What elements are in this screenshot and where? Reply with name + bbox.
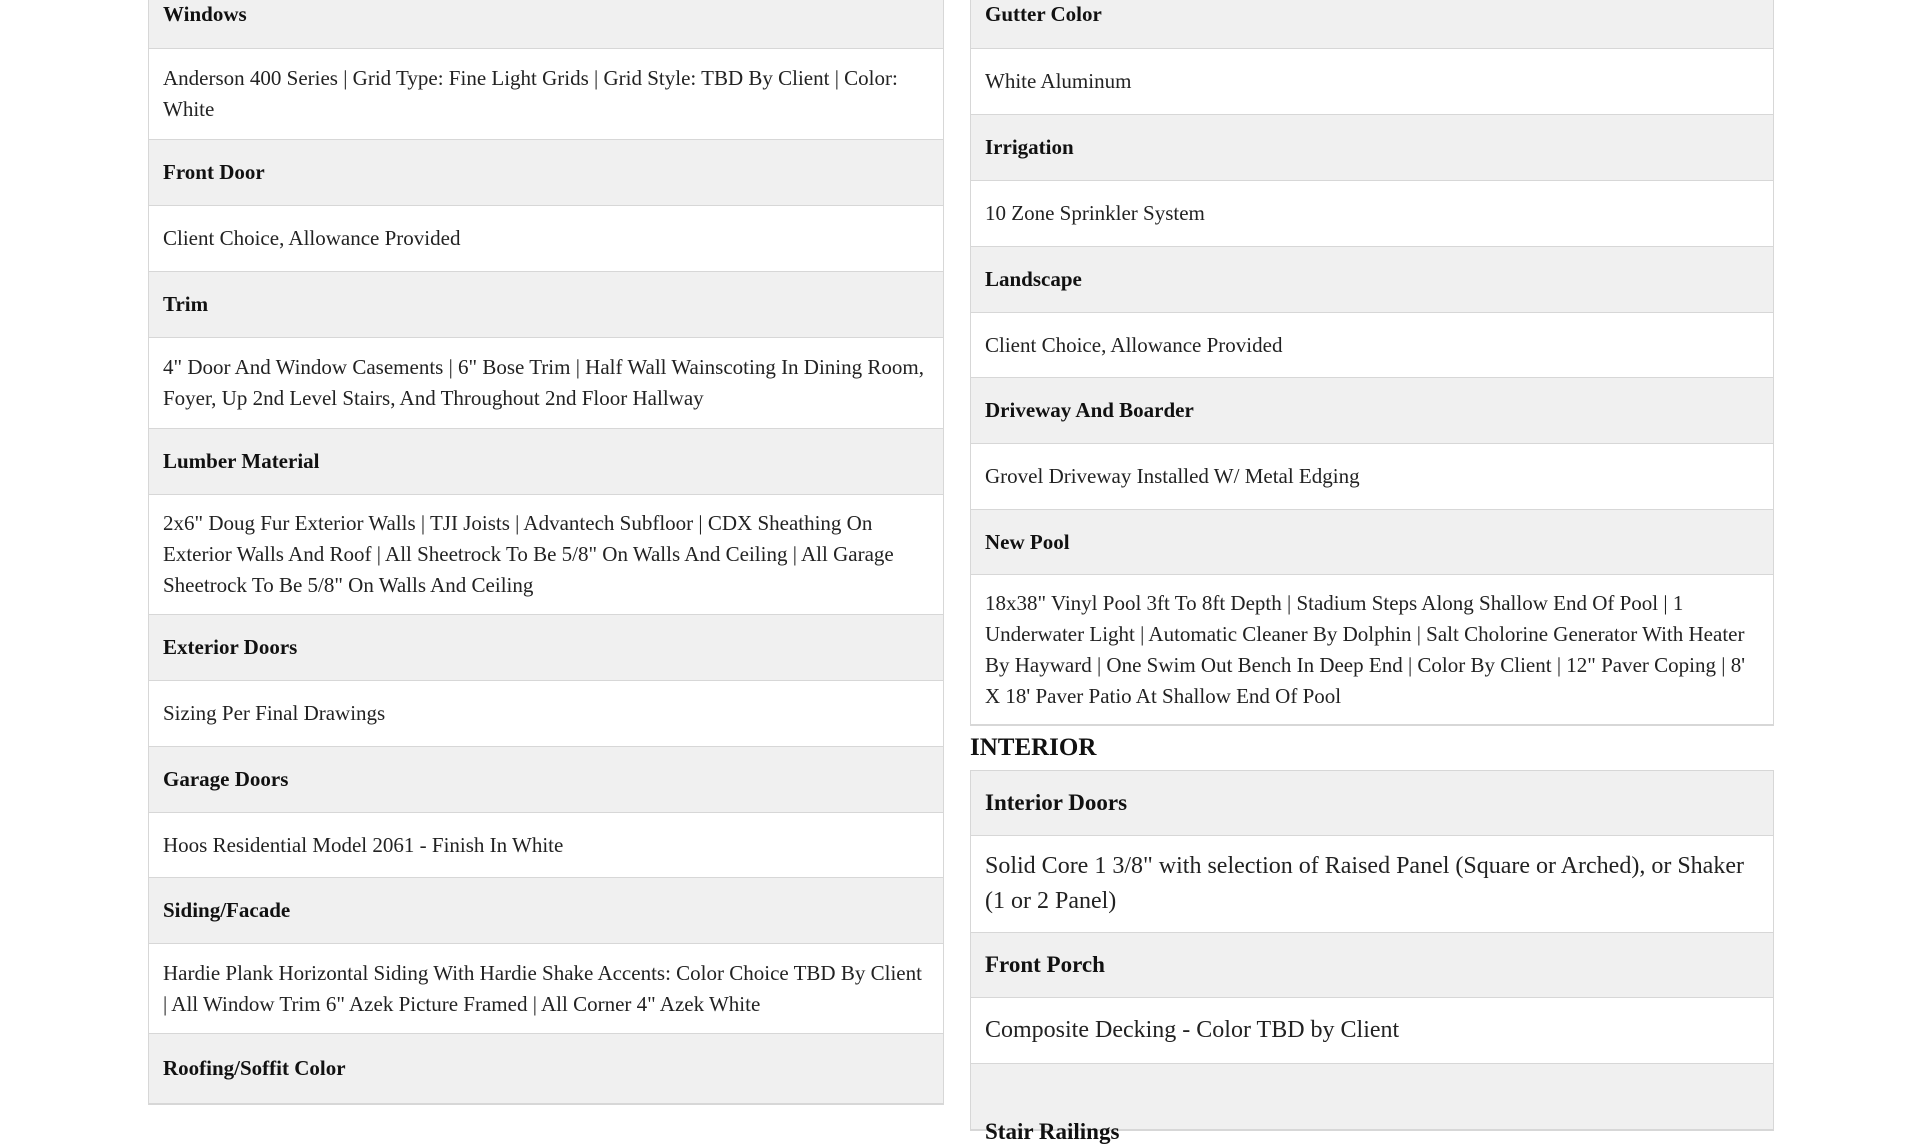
spec-value-garage-doors: Hoos Residential Model 2061 - Finish In White [149,813,943,878]
spec-label-exterior-doors: Exterior Doors [149,615,943,681]
exterior-spec-column-right [970,0,1774,1144]
spec-value-siding-facade: Hardie Plank Horizontal Siding With Hardie Shake Accents: Color Choice TBD By Client | All Window Trim 6" Azek Picture Framed | All Corner 4" Azek White [149,944,943,1034]
spec-value-windows: Anderson 400 Series | Grid Type: Fine Light Grids | Grid Style: TBD By Client | Color: White [149,49,943,140]
spec-value-exterior-doors: Sizing Per Final Drawings [149,681,943,747]
spec-label-windows: Windows [149,0,943,49]
spec-label-irrigation: Irrigation [971,115,1773,181]
spec-label-front-door: Front Door [149,140,943,206]
spec-label-trim: Trim [149,272,943,338]
spec-label-lumber-material: Lumber Material [149,429,943,495]
spec-value-lumber-material: 2x6" Doug Fur Exterior Walls | TJI Joists | Advantech Subfloor | CDX Sheathing On Exterior Walls And Roof | All Sheetrock To Be 5/8" On Walls And Ceiling | All Garage Sheetrock To Be 5/8" On Walls And Ceiling [149,495,943,615]
spec-value-irrigation: 10 Zone Sprinkler System [971,181,1773,247]
spec-value-driveway-and-boarder: Grovel Driveway Installed W/ Metal Edging [971,444,1773,510]
spec-table-right [970,0,1774,726]
spec-table-interior [970,770,1774,1144]
spec-label-stair-railings: Stair Railings [971,1064,1773,1130]
spec-label-roofing-soffit-color: Roofing/Soffit Color [149,1034,943,1104]
spec-table-left [148,0,944,1105]
spec-label-front-porch: Front Porch [971,933,1773,998]
spec-value-trim: 4" Door And Window Casements | 6" Bose Trim | Half Wall Wainscoting In Dining Room, Foyer, Up 2nd Level Stairs, And Throughout 2nd Floor Hallway [149,338,943,429]
spec-value-interior-doors: Solid Core 1 3/8" with selection of Raised Panel (Square or Arched), or Shaker (1 or 2 Panel) [971,836,1773,933]
spec-value-new-pool: 18x38" Vinyl Pool 3ft To 8ft Depth | Stadium Steps Along Shallow End Of Pool | 1 Underwater Light | Automatic Cleaner By Dolphin | Salt Cholorine Generator With Heater By Hayward | One Swim Out Bench In Deep End | Color By Client | 12" Paver Coping | 8' X 18' Paver Patio At Shallow End Of Pool [971,575,1773,725]
spec-label-gutter-color: Gutter Color [971,0,1773,49]
spec-label-driveway-and-boarder: Driveway And Boarder [971,378,1773,444]
spec-value-front-porch: Composite Decking - Color TBD by Client [971,998,1773,1064]
section-title-interior: INTERIOR [970,734,1097,761]
spec-value-gutter-color: White Aluminum [971,49,1773,115]
spec-label-siding-facade: Siding/Facade [149,878,943,944]
spec-label-landscape: Landscape [971,247,1773,313]
spec-label-garage-doors: Garage Doors [149,747,943,813]
exterior-spec-column-left [148,0,944,1105]
interior-section [970,726,1774,1144]
spec-value-front-door: Client Choice, Allowance Provided [149,206,943,272]
spec-label-interior-doors: Interior Doors [971,771,1773,836]
spec-label-new-pool: New Pool [971,510,1773,575]
spec-value-landscape: Client Choice, Allowance Provided [971,313,1773,378]
